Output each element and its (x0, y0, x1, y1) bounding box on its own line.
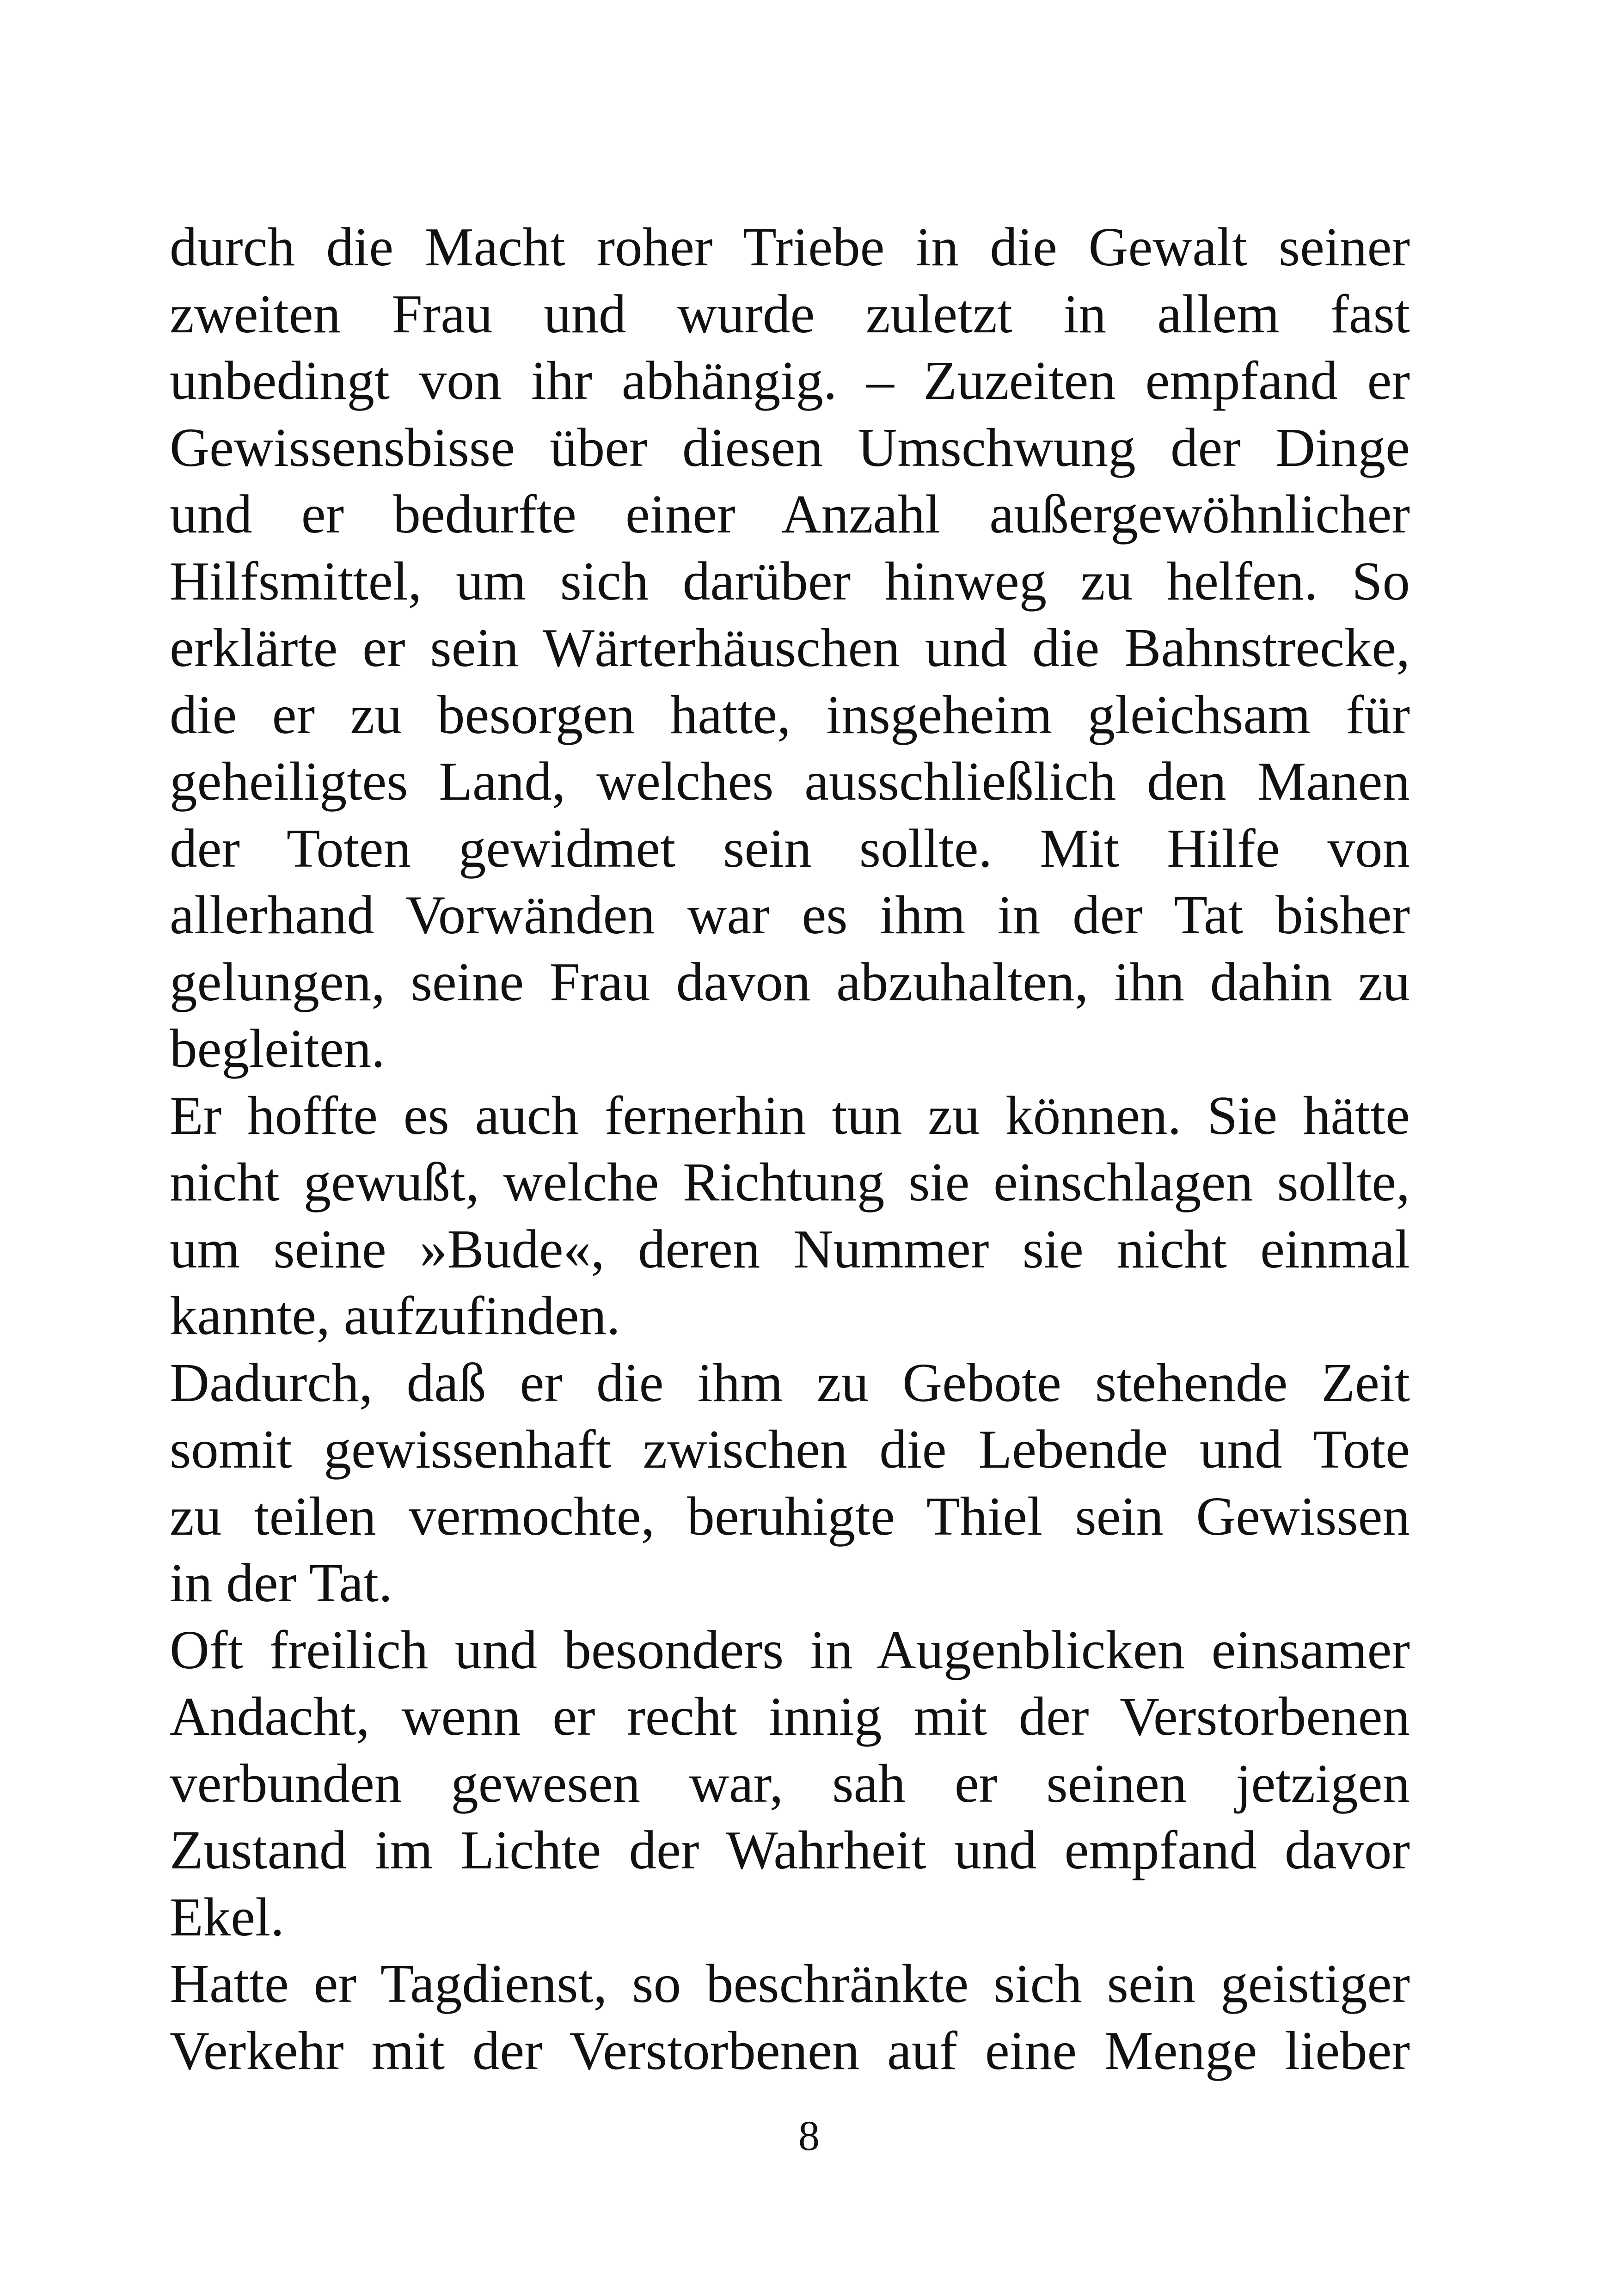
body-text (170, 214, 1410, 2084)
text-line: erklärte er sein Wärterhäuschen und die Bahnstrecke, (170, 617, 1410, 678)
text-line: zweiten Frau und wurde zuletzt in allem fast (170, 283, 1410, 344)
text-line: und er bedurfte einer Anzahl außergewöhnlicher (170, 484, 1410, 545)
text-line: gelungen, seine Frau davon abzuhalten, ihn dahin zu (170, 951, 1410, 1012)
text-line: die er zu besorgen hatte, insgeheim gleichsam für (170, 684, 1410, 745)
text-line: kannte, aufzufinden. (170, 1285, 620, 1346)
paragraph (170, 214, 1410, 1082)
text-line: Verkehr mit der Verstorbenen auf eine Menge lieber (170, 2020, 1410, 2081)
text-line: Hatte er Tagdienst, so beschränkte sich sein geistiger (170, 1953, 1410, 2014)
text-line: um seine »Bude«, deren Nummer sie nicht einmal (170, 1218, 1410, 1280)
text-line: Hilfsmittel, um sich darüber hinweg zu helfen. So (170, 550, 1410, 612)
text-line: unbedingt von ihr abhängig. – Zuzeiten empfand er (170, 350, 1410, 411)
text-line: Er hoffte es auch fernerhin tun zu können. Sie hätte (170, 1084, 1410, 1146)
paragraph (170, 1349, 1410, 1616)
text-line: zu teilen vermochte, beruhigte Thiel sein Gewissen (170, 1485, 1410, 1547)
text-line: der Toten gewidmet sein sollte. Mit Hilfe von (170, 817, 1410, 879)
paragraph (170, 1616, 1410, 1951)
text-line: somit gewissenhaft zwischen die Lebende und Tote (170, 1419, 1410, 1480)
text-line: durch die Macht roher Triebe in die Gewalt seiner (170, 216, 1410, 277)
paragraph (170, 1950, 1410, 2084)
text-line: Gewissensbisse über diesen Umschwung der Dinge (170, 416, 1410, 478)
text-line: begleiten. (170, 1018, 385, 1079)
text-line: in der Tat. (170, 1552, 392, 1613)
text-line: allerhand Vorwänden war es ihm in der Tat bisher (170, 884, 1410, 945)
paragraph (170, 1082, 1410, 1349)
text-line: Zustand im Lichte der Wahrheit und empfand davor (170, 1819, 1410, 1880)
page-number: 8 (798, 2112, 820, 2159)
text-line: Andacht, wenn er recht innig mit der Verstorbenen (170, 1686, 1410, 1747)
text-line: geheiligtes Land, welches ausschließlich den Manen (170, 751, 1410, 812)
text-line: Oft freilich und besonders in Augenblicken einsamer (170, 1619, 1410, 1680)
text-line: Dadurch, daß er die ihm zu Gebote stehende Zeit (170, 1352, 1410, 1413)
text-line: Ekel. (170, 1886, 284, 1947)
text-line: nicht gewußt, welche Richtung sie einschlagen sollte, (170, 1151, 1410, 1212)
text-line: verbunden gewesen war, sah er seinen jetzigen (170, 1752, 1410, 1814)
